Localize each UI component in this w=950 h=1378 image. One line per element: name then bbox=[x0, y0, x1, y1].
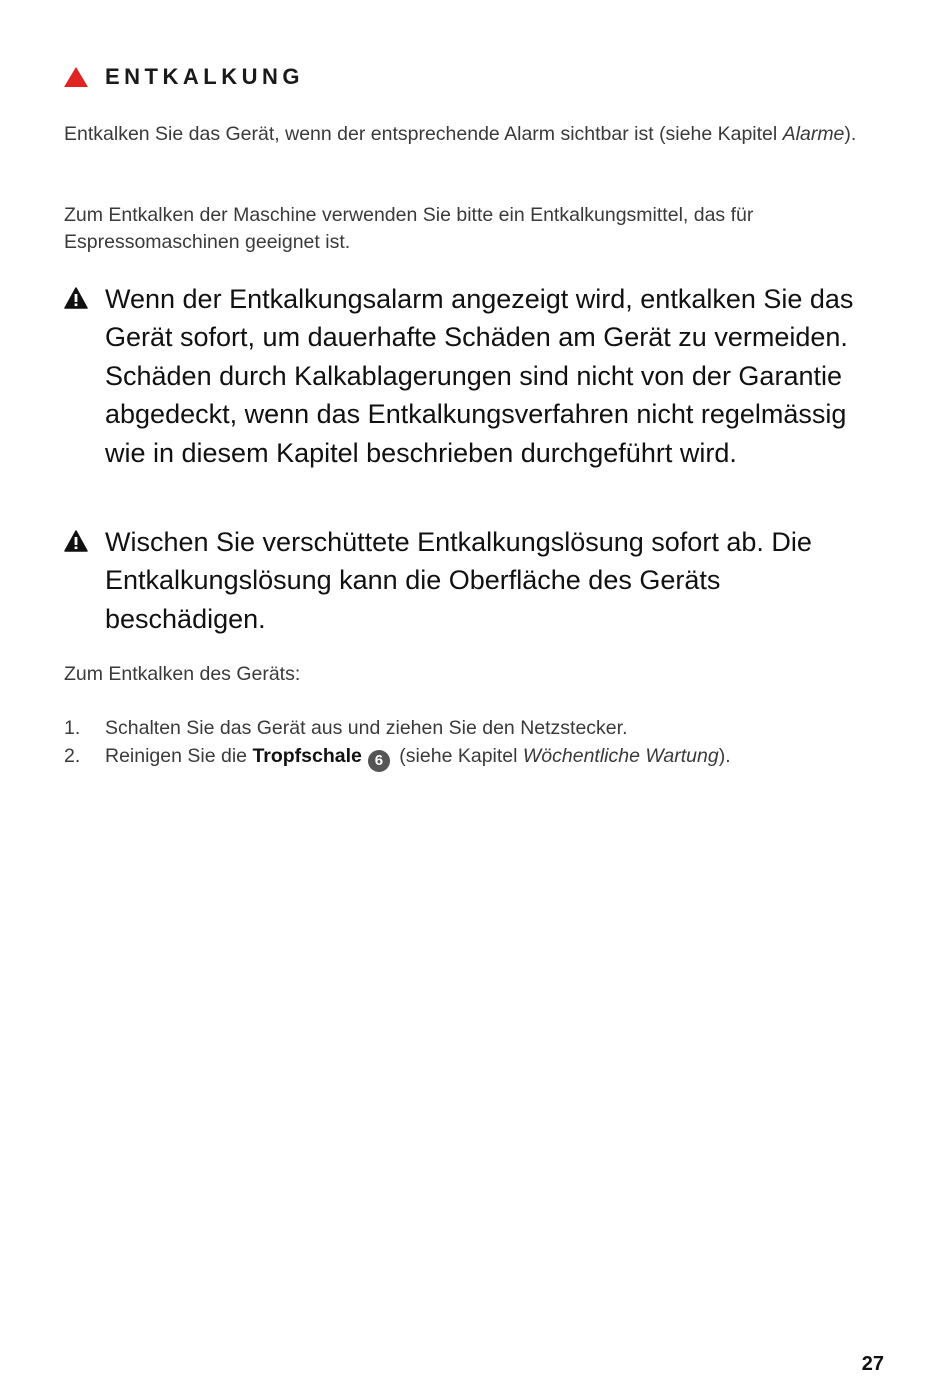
intro-text-end: ). bbox=[844, 123, 857, 145]
step-text: Schalten Sie das Gerät aus und ziehen Sie den Netzstecker. bbox=[105, 717, 628, 739]
intro-paragraph-2: Zum Entkalken der Maschine verwenden Sie bitte ein Entkalkungsmittel, das für Espressomaschinen geeignet ist. bbox=[64, 204, 754, 253]
steps-list bbox=[64, 714, 884, 772]
part-name: Tropfschale bbox=[252, 745, 362, 767]
warning-1 bbox=[64, 280, 874, 472]
section-heading bbox=[64, 64, 304, 90]
warning-2 bbox=[64, 523, 874, 638]
list-item bbox=[64, 742, 884, 772]
page-number: 27 bbox=[861, 1353, 884, 1375]
step-number: 1. bbox=[64, 717, 81, 739]
step-text-post: ). bbox=[718, 745, 731, 767]
red-triangle-icon bbox=[64, 67, 88, 87]
warning-icon bbox=[64, 287, 88, 309]
step-text bbox=[105, 742, 731, 772]
chapter-reference: Alarme bbox=[782, 123, 845, 145]
list-item bbox=[64, 714, 884, 742]
warning-text: Wischen Sie verschüttete Entkalkungslösung sofort ab. Die Entkalkungslösung kann die Oberfläche des Geräts beschädigen. bbox=[105, 527, 812, 634]
section-title: ENTKALKUNG bbox=[105, 64, 304, 89]
intro-paragraph-1 bbox=[64, 121, 864, 148]
warning-text: Wenn der Entkalkungsalarm angezeigt wird, entkalken Sie das Gerät sofort, um dauerhafte Schäden am Gerät zu vermeiden. Schäden durch Kalkablagerungen sind nicht von der Garantie abgedeckt, wenn das Entkalkungsverfahren nicht regelmässig wie in diesem Kapitel beschrieben durchgeführt wird. bbox=[105, 284, 854, 468]
intro-text: Entkalken Sie das Gerät, wenn der entsprechende Alarm sichtbar ist (siehe Kapitel bbox=[64, 123, 783, 145]
step-text-mid: (siehe Kapitel bbox=[393, 745, 523, 767]
warning-icon bbox=[64, 530, 88, 552]
step-number: 2. bbox=[64, 745, 81, 767]
steps-intro: Zum Entkalken des Geräts: bbox=[64, 663, 301, 685]
part-number-badge: 6 bbox=[368, 750, 390, 772]
step-text-pre: Reinigen Sie die bbox=[105, 745, 253, 767]
chapter-reference: Wöchentliche Wartung bbox=[522, 745, 719, 767]
